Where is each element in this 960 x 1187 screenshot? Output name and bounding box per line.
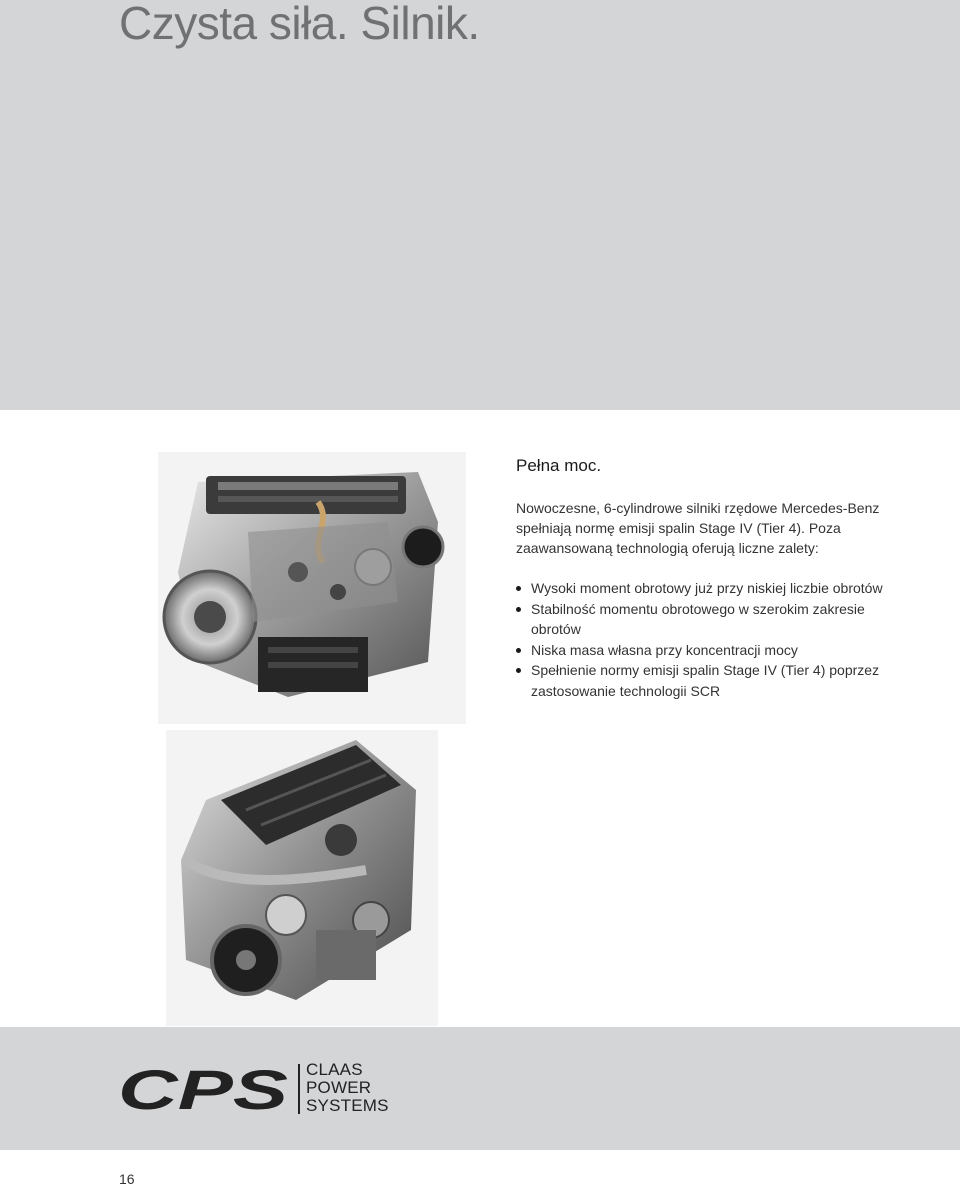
cps-logo bbox=[118, 1060, 408, 1120]
content-block bbox=[516, 454, 916, 701]
list-item: Stabilność momentu obrotowego w szerokim zakresie obrotów bbox=[516, 599, 916, 640]
logo-mark-text: CPS bbox=[118, 1064, 288, 1114]
logo-wordmark bbox=[306, 1061, 389, 1115]
engine-image-side bbox=[166, 730, 438, 1026]
section-subtitle: Pełna moc. bbox=[516, 456, 602, 475]
logo-line: SYSTEMS bbox=[306, 1096, 389, 1115]
logo-divider bbox=[298, 1064, 300, 1114]
page-number: 16 bbox=[119, 1171, 135, 1187]
list-item: Spełnienie normy emisji spalin Stage IV (Tier 4) poprzez zastosowanie technologii SCR bbox=[516, 660, 916, 701]
cps-logo-mark bbox=[118, 1064, 290, 1114]
list-item: Niska masa własna przy koncentracji mocy bbox=[516, 640, 916, 661]
page-title: Czysta siła. Silnik. bbox=[119, 0, 480, 49]
logo-line: POWER bbox=[306, 1078, 372, 1097]
intro-paragraph: Nowoczesne, 6-cylindrowe silniki rzędowe Mercedes-Benz spełniają normę emisji spalin Stage IV (Tier 4). Poza zaawansowaną technologią oferują liczne zalety: bbox=[516, 500, 880, 556]
logo-line: CLAAS bbox=[306, 1060, 363, 1079]
list-item: Wysoki moment obrotowy już przy niskiej liczbie obrotów bbox=[516, 578, 916, 599]
benefits-list bbox=[516, 578, 916, 701]
engine-image-front bbox=[158, 452, 466, 724]
header-band bbox=[0, 0, 960, 410]
